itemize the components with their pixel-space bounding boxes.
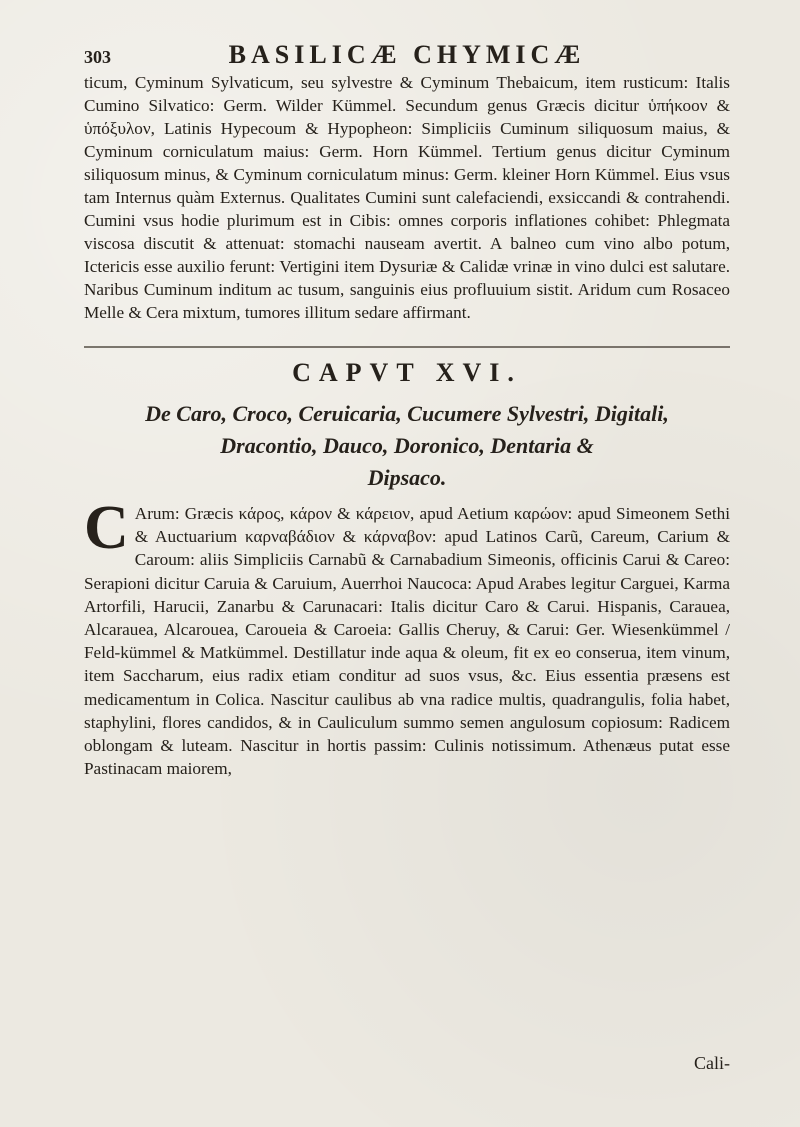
main-paragraph xyxy=(84,71,730,324)
chapter-divider xyxy=(84,346,730,348)
running-title: BASILICÆ CHYMICÆ xyxy=(228,40,586,69)
chapter-title xyxy=(84,398,730,494)
chapter-label: CAPVT XVI. xyxy=(292,358,522,387)
catchword: Cali- xyxy=(694,1053,730,1073)
chapter-title-line-2: Dracontio, Dauco, Doronico, Dentaria & xyxy=(220,433,594,458)
drop-cap-initial: C xyxy=(84,494,129,562)
page-header xyxy=(84,40,730,68)
chapter-body-text: Arum: Græcis κάρος, κάρον & κάρειον, apud Aetium καρώον: apud Simeonem Sethi & Auctuarium καρναβάδιον & κάρναβον: apud Latinos Carũ, Careum, Carium & Caroum: aliis Simpliciis Carnabũ & Carnabadium Simeonis, officinis Carui & Careo: Serapioni dicitur Caruia & Caruium, Auerrhoi Naucoca: Apud Arabes legitur Carguei, Karma Artorfili, Harucii, Zanarbu & Carunacari: Italis dicitur Caro & Carui. Hispanis, Carauea, Alcarauea, Alcarouea, Caroueia & Caroeia: Gallis Cheruy, & Carui: Ger. Wiesenkümmel / Feld-kümmel & Matkümmel. Destillatur inde aqua & oleum, fit ex eo conserua, item vinum, item Saccharum, eius radix etiam conditur ad suos vsus, &c. Eius essentia præsens est medicamentum in Colica. Nascitur caulibus ab vna radice multis, quadrangulis, folia habet, staphylini, flores candidos, & in Cauliculum summo semen angulosum copiosum: Radicem oblongam & luteam. Nascitur in hortis passim: Culinis notissimum. Athenæus putat esse Pastinacam maiorem, xyxy=(84,504,730,779)
chapter-title-line-3: Dipsaco. xyxy=(367,465,447,490)
chapter-title-line-1: De Caro, Croco, Ceruicaria, Cucumere Sylvestri, Digitali, xyxy=(145,401,669,426)
main-paragraph-text: ticum, Cyminum Sylvaticum, seu sylvestre & Cyminum Thebaicum, item rusticum: Italis Cumino Silvatico: Germ. Wilder Kümmel. Secundum genus Græcis dicitur ὑπήκοον & ὑπόξυλον, Latinis Hypecoum & Hypopheon: Simpliciis Cuminum siliquosum maius, & Cyminum corniculatum maius: Germ. Horn Kümmel. Tertium genus dicitur Cyminum siliquosum minus, & Cyminum corniculatum minus: Germ. kleiner Horn Kümmel. Eius vsus tam Internus quàm Externus. Qualitates Cumini sunt calefaciendi, exsiccandi & contrahendi. Cumini vsus hodie plurimum est in Cibis: omnes corporis inflationes cohibet: Phlegmata viscosa discutit & attenuat: stomachi nauseam avertit. A balneo cum vino albo potum, Ictericis esse auxilio ferunt: Vertigini item Dysuriæ & Calidæ vrinæ in vino dulci est salutare. Naribus Cuminum inditum ac tusum, sanguinis eius profluuium sistit. Aridum cum Rosaceo Melle & Cera mixtum, tumores illitum sedare affirmant. xyxy=(84,73,730,322)
chapter-body xyxy=(84,494,730,780)
page-number: 303 xyxy=(84,47,111,67)
